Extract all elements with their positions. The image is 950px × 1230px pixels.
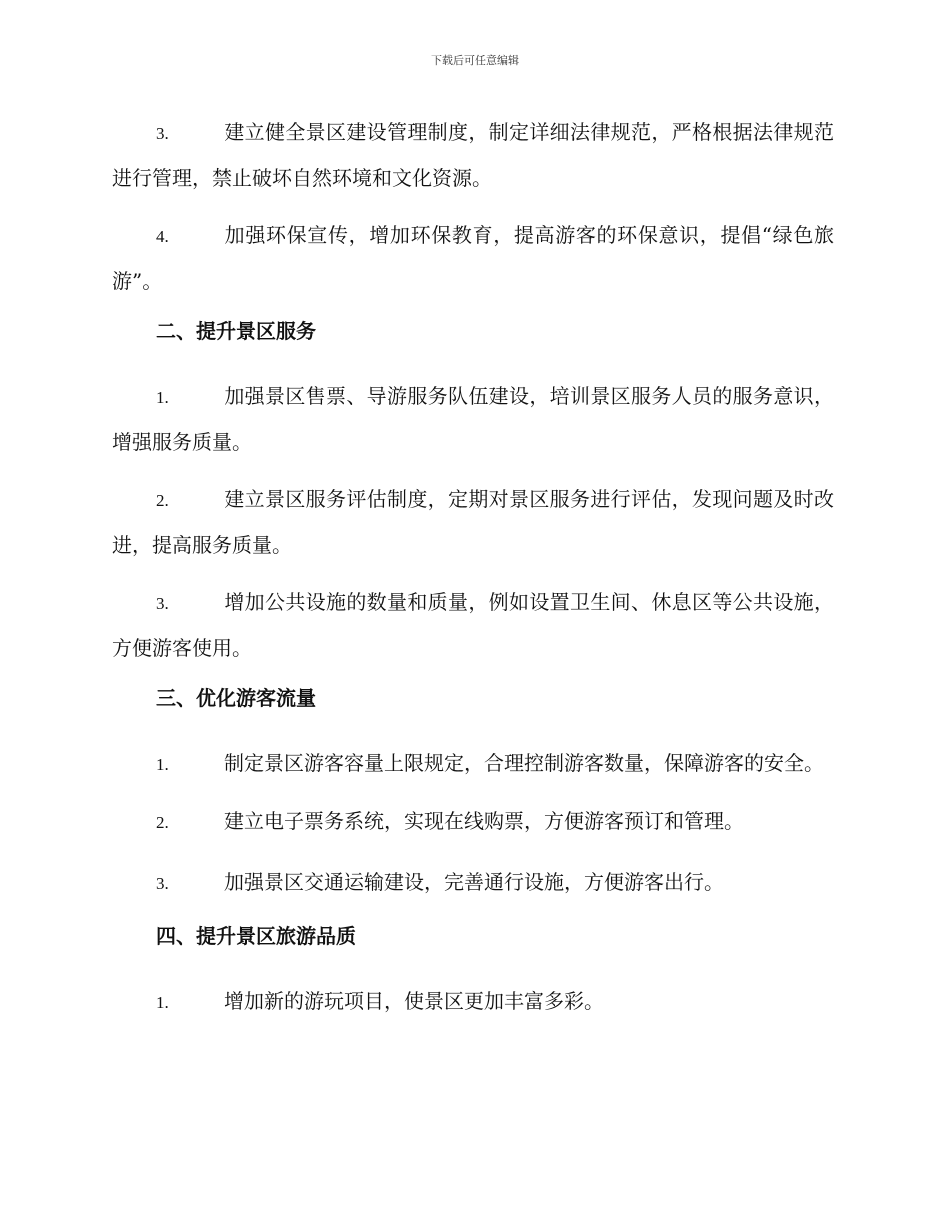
- item-text: 制定景区游客容量上限规定，合理控制游客数量，保障游客的安全。: [224, 751, 824, 775]
- item-number: 2.: [156, 491, 169, 510]
- section-heading: 三、优化游客流量: [156, 686, 316, 710]
- item-text: 建立健全景区建设管理制度，制定详细法律规范，严格根据法律规范进行管理，禁止破坏自然环境和文化资源。: [112, 120, 834, 190]
- list-item: [112, 374, 834, 465]
- list-item: [112, 979, 834, 1025]
- item-number: 3.: [156, 124, 169, 143]
- item-number: 3.: [156, 874, 169, 893]
- item-text: 加强景区售票、导游服务队伍建设，培训景区服务人员的服务意识，增强服务质量。: [112, 384, 834, 454]
- item-text: 建立景区服务评估制度，定期对景区服务进行评估，发现问题及时改进，提高服务质量。: [112, 487, 834, 557]
- list-item: [112, 110, 834, 201]
- page-header-note: 下载后可任意编辑: [431, 54, 519, 67]
- section-heading: 四、提升景区旅游品质: [156, 924, 356, 948]
- list-item: [112, 799, 834, 845]
- section-heading: 二、提升景区服务: [156, 319, 316, 343]
- list-item: [112, 580, 834, 671]
- document-body: [112, 110, 834, 1040]
- list-item: [112, 477, 834, 568]
- item-number: 4.: [156, 227, 169, 246]
- item-number: 1.: [156, 388, 169, 407]
- item-number: 3.: [156, 594, 169, 613]
- item-text: 建立电子票务系统，实现在线购票，方便游客预订和管理。: [224, 809, 744, 833]
- item-number: 2.: [156, 813, 169, 832]
- item-text: 增加新的游玩项目，使景区更加丰富多彩。: [224, 989, 604, 1013]
- list-item: [112, 860, 834, 906]
- item-number: 1.: [156, 755, 169, 774]
- item-text: 加强环保宣传，增加环保教育，提高游客的环保意识，提倡“绿色旅游”。: [112, 223, 834, 293]
- list-item: [112, 741, 834, 787]
- item-number: 1.: [156, 993, 169, 1012]
- item-text: 加强景区交通运输建设，完善通行设施，方便游客出行。: [224, 870, 724, 894]
- list-item: [112, 213, 834, 304]
- item-text: 增加公共设施的数量和质量，例如设置卫生间、休息区等公共设施，方便游客使用。: [112, 590, 834, 660]
